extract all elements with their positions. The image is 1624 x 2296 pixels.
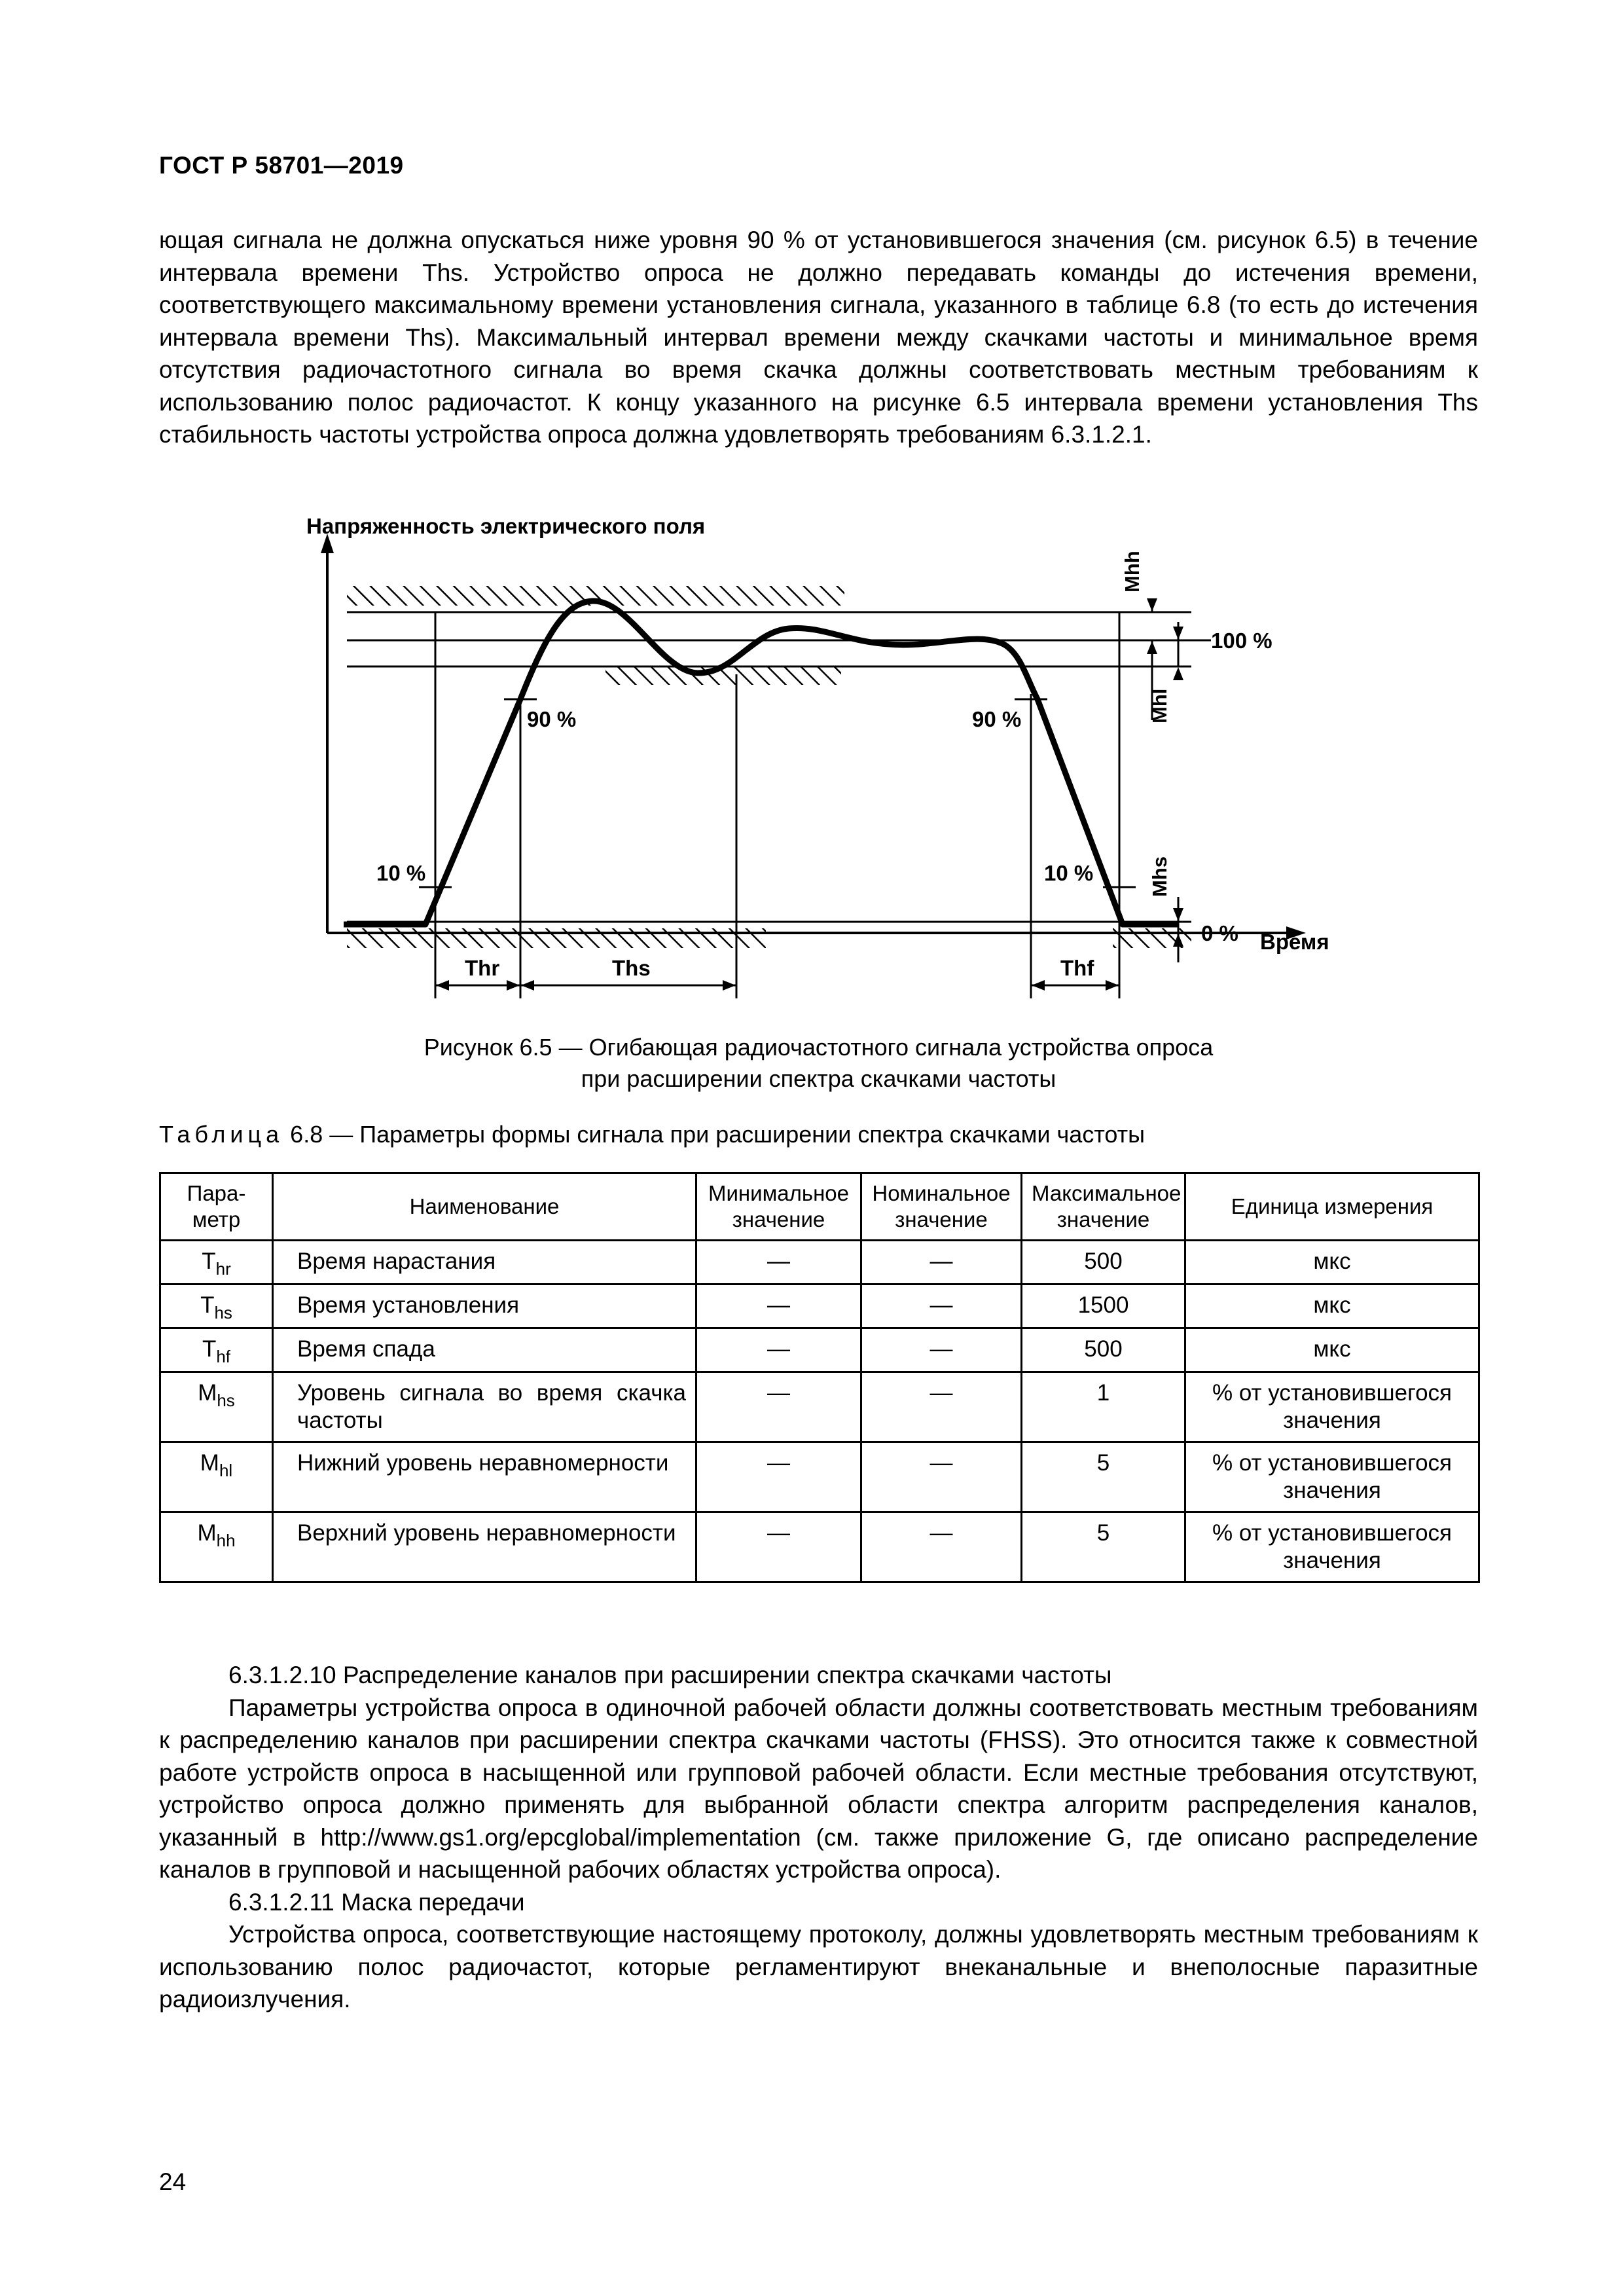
zero-left-hatch bbox=[347, 928, 766, 948]
param-symbol: $T_{hf}$ bbox=[160, 1328, 273, 1372]
table-row bbox=[160, 1512, 1479, 1582]
section-10 bbox=[159, 1659, 1478, 2016]
param-name: Верхний уровень неравномерности bbox=[273, 1512, 696, 1582]
label-90-right: 90 % bbox=[972, 707, 1022, 731]
header-name: Наименование bbox=[273, 1173, 696, 1241]
x-axis-label: Время bbox=[1260, 930, 1329, 954]
y-axis-label: Напряженность электрического поля bbox=[306, 514, 706, 538]
caption-line-1: Рисунок 6.5 — Огибающая радиочастотного сигнала устройства опроса bbox=[424, 1034, 1214, 1061]
label-mhh: Mhh bbox=[1121, 551, 1144, 592]
intro-text: ющая сигнала не должна опускаться ниже уровня 90 % от установившегося значения (см. рисунок 6.5) в течение интервала времени Ths. Устройство опроса не должно передавать команды до истечения времени, соответствующего максимальному времени установления сигнала, указанного в таблице 6.8 (то есть до истечения интервала времени Ths). Максимальный интервал времени между скачками частоты и минимальное время отсутствия радиочастотного сигнала во время скачка должны соответствовать местным требованиям к использованию полос радиочастот. К концу указанного на рисунке 6.5 интервала времени установления Ths стабильность частоты устройства опроса должна удовлетворять требованиям 6.3.1.2.1. bbox=[159, 227, 1478, 448]
param-unit: мкс bbox=[1185, 1241, 1479, 1285]
header-min: Минимальное значение bbox=[696, 1173, 861, 1241]
header-max: Максимальное значение bbox=[1022, 1173, 1185, 1241]
param-symbol: $M_{hl}$ bbox=[160, 1442, 273, 1512]
param-nom: — bbox=[861, 1241, 1022, 1285]
label-0: 0 % bbox=[1201, 921, 1238, 945]
mhl-arrow-icon bbox=[1173, 627, 1183, 640]
mhs-arrow-icon bbox=[1173, 908, 1183, 921]
page-number: 24 bbox=[159, 2168, 187, 2195]
param-unit: мкс bbox=[1185, 1328, 1479, 1372]
table-row bbox=[160, 1328, 1479, 1372]
param-nom: — bbox=[861, 1285, 1022, 1328]
header-param: Пара-метр bbox=[160, 1173, 273, 1241]
param-max: 1500 bbox=[1022, 1285, 1185, 1328]
param-nom: — bbox=[861, 1442, 1022, 1512]
table-title bbox=[159, 1121, 1145, 1148]
param-unit: % от установившегося значения bbox=[1185, 1512, 1479, 1582]
table-title-rest: 6.8 — Параметры формы сигнала при расширении спектра скачками частоты bbox=[290, 1121, 1145, 1148]
param-nom: — bbox=[861, 1328, 1022, 1372]
label-thf: Thf bbox=[1060, 956, 1094, 980]
param-symbol: $M_{hs}$ bbox=[160, 1372, 273, 1442]
param-min: — bbox=[696, 1241, 861, 1285]
table-row bbox=[160, 1241, 1479, 1285]
table-title-prefix: Таблица bbox=[159, 1121, 284, 1148]
param-min: — bbox=[696, 1442, 861, 1512]
intro-paragraph bbox=[159, 224, 1478, 451]
param-max: 1 bbox=[1022, 1372, 1185, 1442]
param-name: Уровень сигнала во время скачка частоты bbox=[273, 1372, 696, 1442]
section-10-heading: 6.3.1.2.10 Распределение каналов при расширении спектра скачками частоты bbox=[228, 1662, 1112, 1688]
table-header-row bbox=[160, 1173, 1479, 1241]
header-unit: Единица измерения bbox=[1185, 1173, 1479, 1241]
param-min: — bbox=[696, 1328, 861, 1372]
param-unit: % от установившегося значения bbox=[1185, 1372, 1479, 1442]
param-symbol: $T_{hs}$ bbox=[160, 1285, 273, 1328]
param-nom: — bbox=[861, 1372, 1022, 1442]
figure-caption bbox=[159, 1032, 1478, 1095]
header-nom: Номинальное значение bbox=[861, 1173, 1022, 1241]
param-max: 5 bbox=[1022, 1512, 1185, 1582]
label-90-left: 90 % bbox=[527, 707, 577, 731]
param-name: Время нарастания bbox=[273, 1241, 696, 1285]
param-min: — bbox=[696, 1512, 861, 1582]
label-mhl: Mhl bbox=[1148, 688, 1171, 723]
label-100: 100 % bbox=[1211, 629, 1272, 653]
table-row bbox=[160, 1372, 1479, 1442]
param-min: — bbox=[696, 1372, 861, 1442]
param-name: Время спада bbox=[273, 1328, 696, 1372]
table-row bbox=[160, 1285, 1479, 1328]
label-10-right: 10 % bbox=[1044, 861, 1094, 885]
param-symbol: $T_{hr}$ bbox=[160, 1241, 273, 1285]
document-header: ГОСТ Р 58701—2019 bbox=[159, 152, 404, 179]
label-ths: Ths bbox=[612, 956, 651, 980]
label-thr: Thr bbox=[465, 956, 500, 980]
section-11-paragraph: Устройства опроса, соответствующие настоящему протоколу, должны удовлетворять местным требованиям к использованию полос радиочастот, которые регламентируют внеканальные и внеполосные паразитные радиоизлучения. bbox=[159, 1921, 1478, 2013]
param-max: 500 bbox=[1022, 1241, 1185, 1285]
param-symbol: $M_{hh}$ bbox=[160, 1512, 273, 1582]
param-nom: — bbox=[861, 1512, 1022, 1582]
param-min: — bbox=[696, 1285, 861, 1328]
label-10-left: 10 % bbox=[376, 861, 426, 885]
signal-envelope-figure bbox=[288, 504, 1362, 1021]
section-10-paragraph: Параметры устройства опроса в одиночной рабочей области должны соответствовать местным требованиям к распределению каналов при расширении спектра скачками частоты (FHSS). Это относится также к совместной работе устройств опроса в насыщенной или групповой рабочей области. Если местные требования отсутствуют, устройство опроса должно применять для выбранной области спектра алгоритм распределения каналов, указанный в http://www.gs1.org/epcglobal/implementation (см. также приложение G, где описано распределение каналов в групповой и насыщенной рабочих областях устройства опроса). bbox=[159, 1694, 1478, 1883]
parameters-table bbox=[159, 1172, 1480, 1583]
mhh-arrow-icon bbox=[1147, 598, 1157, 611]
param-name: Нижний уровень неравномерности bbox=[273, 1442, 696, 1512]
param-unit: % от установившегося значения bbox=[1185, 1442, 1479, 1512]
label-mhs: Mhs bbox=[1148, 856, 1171, 897]
param-max: 5 bbox=[1022, 1442, 1185, 1512]
section-11-heading: 6.3.1.2.11 Маска передачи bbox=[228, 1888, 525, 1916]
param-name: Время установления bbox=[273, 1285, 696, 1328]
param-max: 500 bbox=[1022, 1328, 1185, 1372]
param-unit: мкс bbox=[1185, 1285, 1479, 1328]
caption-line-2: при расширении спектра скачками частоты bbox=[581, 1065, 1056, 1092]
table-row bbox=[160, 1442, 1479, 1512]
